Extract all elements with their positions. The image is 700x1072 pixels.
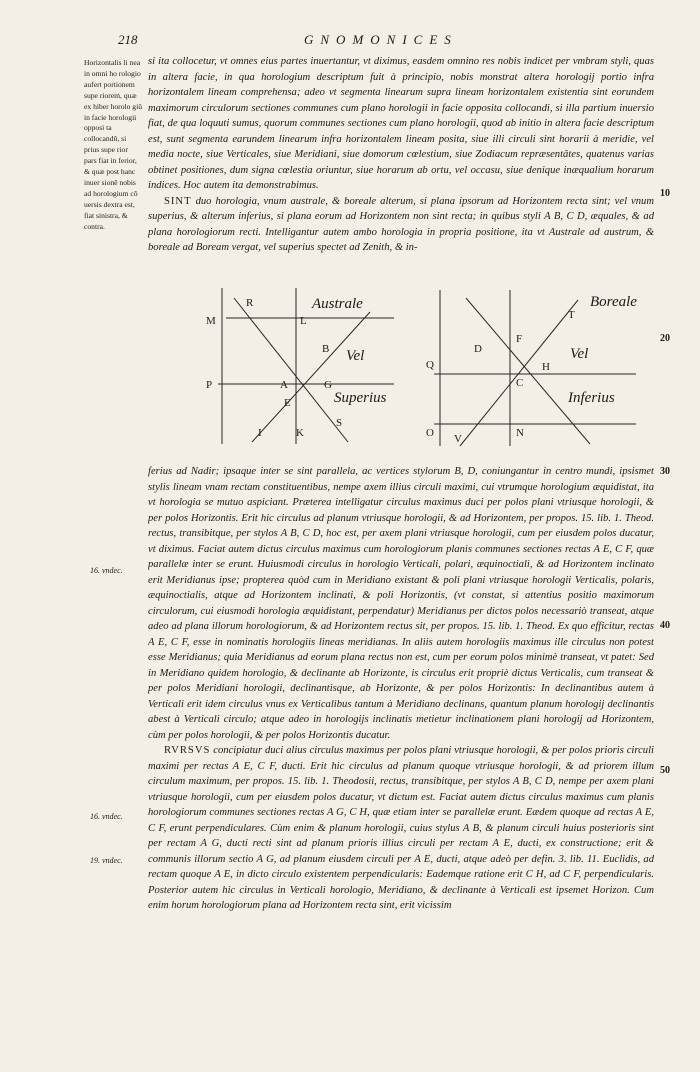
page-number: 218 bbox=[118, 32, 138, 47]
figure-label: N bbox=[516, 427, 524, 439]
figure-label: Q bbox=[426, 359, 434, 371]
running-title: GNOMONICES bbox=[304, 32, 458, 47]
margin-reference: 16. vndec. bbox=[90, 812, 123, 821]
figure-label: A bbox=[280, 379, 288, 391]
margin-reference: 19. vndec. bbox=[90, 856, 123, 865]
lower-text-block bbox=[148, 464, 654, 1050]
figure-label: I bbox=[258, 427, 262, 439]
figure-label: R bbox=[246, 297, 254, 309]
figure-word: Australe bbox=[312, 296, 363, 312]
figure-label: F bbox=[516, 333, 523, 345]
figure-label: E bbox=[284, 397, 291, 409]
paragraph-text: concipiatur duci alius circulus maximus per polos plani vtriusque horologii, & per polos prioris circuli maximi per rectas A E, C F, ducti. Erit hic circulus ad planum quoque vtriusque horologii, & ad priorem illum circulum maximum, per propos. 15. lib. 1. Theodosii, rectus, transibitque, per stylos A B, C D, nempe per axem plani vtriusque horologii, cum per eiusdem polos ducatur, vt dictum est. Faciat autem dictus circulus maximus cum planis horologiorum communes sectiones rectas A G, C H, quæ etiam inter se parallelæ erunt. Eædem quoque ad rectas A E, C F, erunt perpendiculares. Cùm enim & planum horologii, cuius stylus A B, & planum circuli huius posterioris sint per rectam A G, ducti recti sint ad planum prioris illius circuli per rectam A E, ducti, ex constructione; erit & communis illorum sectio A G, ad planum eiusdem circuli per A E, ducti, atque adeò per defin. 3. lib. 11. Euclidis, ad rectam quoque A E, in dicto circulo existentem perpendicularis: Eademque ratione erit C H, ad C F, perpendicularis. Posterior autem hic circulus in Verticali horologio, Meridiano, & declinante à Verticali est ipsemet Horizon. Cum enim horum horologiorum plana ad Horizontem recta sint, erit vicissim bbox=[148, 745, 654, 911]
paragraph: si ita collocetur, vt omnes eius partes inuertantur, vt diximus, easdem omnino res nobis indicet per vmbram styli, quas in altera facie, in qua horologium descriptum fuit à principio, nobis monstrat altera horologij portio infra horizontalem lineam comprehensa; adeo vt segmenta linearum supra lineam horizontalem existentia sint eorundem maximorum circulorum sectiones communes cum plano horologii in facie opposita collocandi, si illa partium inuersio fiat, de qua loquuti sumus, quorum communes sectiones cum plano horologii, quod ab initio in altera facie descriptum est, sunt segmenta earundem linearum infra horizontalem lineam posita, siue illi circuli sint horarii à meridie, vel media nocte, siue Verticales, siue Meridiani, siue domorum cœlestium, siue Zodiacum repræsentâtes, quatenus varias obtinet positiones, dum signa cœlestia oriuntur, siue horarum ab ortu, vel occasu, siue denique inæqualium horarum indices. Hoc autem ita demonstrabimus. bbox=[148, 56, 654, 191]
figure-label: M bbox=[206, 315, 216, 327]
figure-label: H bbox=[542, 361, 550, 373]
figure-label: T bbox=[568, 309, 575, 321]
diagonal-line bbox=[234, 298, 348, 442]
right-diagram bbox=[426, 290, 637, 446]
paragraph-text: duo horologia, vnum australe, & boreale alterum, si plana ipsorum ad Horizontem recta sint; vel vnum superius, & alterum inferius, si plana eorum ad Horizontem non sint recta; in quibus styli A B, C D, æquales, & ad plana horologiorum recti. Intelligantur autem ambo horologia in propria positione, ita vt Australe ad austrum, & boreale ad Boream vergat, vel superius spectet ad Zenith, & in- bbox=[148, 195, 654, 253]
line-number: 30 bbox=[660, 466, 670, 477]
line-number: 50 bbox=[660, 765, 670, 776]
figure-word: Superius bbox=[334, 390, 387, 406]
margin-reference: 16. vndec. bbox=[90, 566, 123, 575]
paragraph-lead: SINT bbox=[164, 195, 192, 207]
upper-text-block bbox=[148, 54, 654, 276]
figure-label: V bbox=[454, 433, 462, 445]
paragraph bbox=[148, 743, 654, 914]
figure-label: C bbox=[516, 377, 524, 389]
paragraph: ferius ad Nadir; ipsaque inter se sint parallela, ac vertices stylorum B, D, coniungantur in centro mundi, ipsismet stylis lineam vnam rectam constituentibus, nempe axem illius circuli maximi, cui vtrumque horologium æquidistat, ita vt horologia se mutuo aspiciant. Præterea intelligatur circulus maximus duci per polos plani vtriusque horologii, & per polos Horizontis. Erit hic circulus ad planum vtriusque horologii, & ad Horizontem, per propos. 15. lib. 1. Theod. rectus, transibitque, per stylos A B, C D, hoc est, per axem plani vtriusque horologii, cum per eiusdem polos ducatur, vt diximus. Faciat autem dictus circulus maximus cum horologiorum planis communes sectiones rectas A E, C F, quæ parallelæ inter se erunt. Huiusmodi circulus in horologio Verticali, polari, æquinoctiali, & ad Horizontem inclinato erit Meridianus ipse; propterea quòd cum in Meridiano existant & poli plani vtriusque horologii Verticalis, polaris, æquinoctialis, atque ad Horizontem inclinati, & poli Horizontis, (vt constat, si attentius positio maximorum circulorum, cui eiusmodi horologia æquidistant, perpendatur) Meridianus per dictos polos necessariò transeat, atque adeo ad plana illorum horologiorum, & ad Horizontem rectus sit, per propos. 15. lib. 1. Theod. Ex quo efficitur, rectas A E, C F, esse in nominatis horologiis lineas meridianas. In aliis autem horologiis maximus ille circulus non potest esse Meridianus; quia Meridianus ad eorum plana rectus non est, cum per eorum polos minimè transeat, vt patet: Sed in Meridiano quidem horologio, & declinante ab Horizonte, is circulus erit propriè dictus Verticalis, cum transeat & per polos Meridiani horologii, declinantisque, ab Horizonte, & per polos Horizontis: In declinantibus autem à Verticali erit idem circulus vnus ex Verticalibus tantum à Meridiano declinans, quantum planum horologij declinantis abest à Verticali circulo; atque adeo in horologijs inclinatis metietur inclinationem plani horologij ad Horizontem, cùm per polos horologii, & per polos Horizontis ducatur. bbox=[148, 466, 654, 741]
figure-word: Vel bbox=[346, 348, 365, 364]
figure-word: Boreale bbox=[590, 294, 637, 310]
figure-label: D bbox=[474, 343, 482, 355]
figure-word: Inferius bbox=[568, 390, 615, 406]
figure-label: S bbox=[336, 417, 343, 429]
line-number: 40 bbox=[660, 620, 670, 631]
figure-word: Vel bbox=[570, 346, 589, 362]
marginal-note: Horizontalis li nea in omni ho rologio aufert portionem supe riorem, quæ ex hiber horolo giû in facie horologii opposi ta collocandû, si prius supe rior pars fiat in ferior, & quæ post hanc inuer sionê nobis ad horologium cô uersis dextra est, fiat sinistra, & contra. bbox=[84, 58, 142, 231]
left-diagram bbox=[206, 288, 394, 444]
line-number: 20 bbox=[660, 333, 670, 344]
paragraph bbox=[148, 194, 654, 256]
sundial-figure bbox=[188, 286, 638, 450]
figure-label: K bbox=[296, 427, 304, 439]
page-header bbox=[118, 32, 658, 52]
figure-label: G bbox=[324, 379, 332, 391]
figure-label: L bbox=[300, 315, 307, 327]
figure-label: B bbox=[322, 343, 330, 355]
figure-label: P bbox=[206, 379, 213, 391]
paragraph-lead: RVRSVS bbox=[164, 745, 211, 756]
line-number: 10 bbox=[660, 188, 670, 199]
diagonal-line bbox=[252, 312, 370, 442]
figure-label: O bbox=[426, 427, 434, 439]
